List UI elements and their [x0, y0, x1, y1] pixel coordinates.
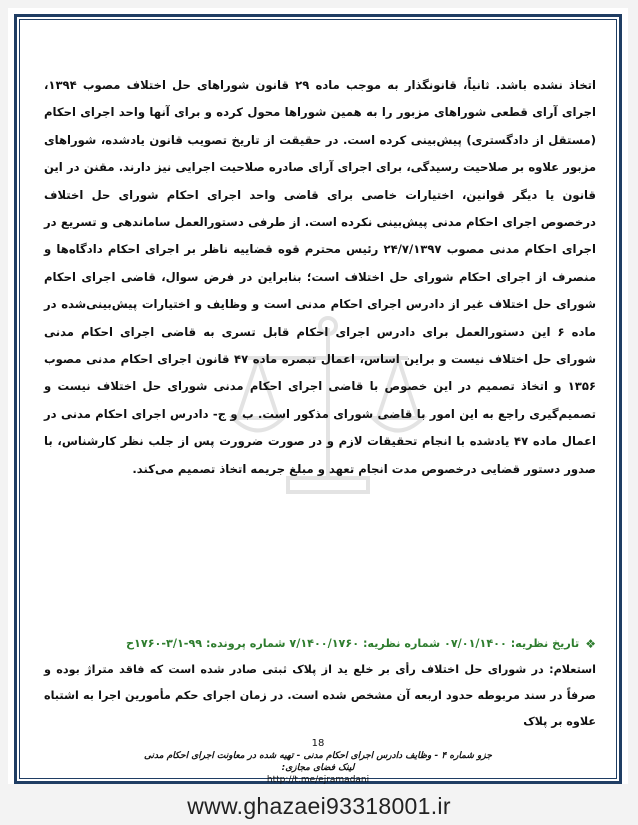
ruling-date-line [44, 631, 596, 657]
footer-link-line [8, 762, 628, 774]
question-label: استعلام: [549, 663, 596, 676]
question-text: در شورای حل اختلاف رأی بر خلع ید از پلاک ثبتی صادر شده است که فاقد متراژ بوده و صرفاً در سند مربوطه حدود اربعه آن مشخص شده است. در زمان اجرای حکم مأمورین اجرا به اشتباه علاوه بر پلاک [44, 663, 596, 728]
page-footer [8, 738, 628, 786]
diamond-bullet-icon: ❖ [585, 637, 596, 651]
page-number: 18 [311, 738, 325, 749]
ruling-section [44, 631, 596, 735]
website-url[interactable]: www.ghazaei93318001.ir [187, 793, 451, 819]
body-paragraph-text: اتخاذ نشده باشد. ثانیاً، قانونگذار به موجب ماده ۲۹ قانون شوراهای حل اختلاف مصوب ۱۳۹۴، اجرای آرای قطعی شوراهای مزبور را به همین شوراها محول کرده و برای آنها واحد اجرای احکام (مستقل از دادگستری) پیش‌بینی کرده است. در حقیقت از تاریخ تصویب قانون یادشده، شوراهای مزبور علاوه بر صلاحیت رسیدگی، برای اجرای آرای صادره صلاحیت اجرایی نیز دارند. مقنن در این قانون یا دیگر قوانین، اختیارات خاصی برای قاضی واحد اجرای احکام شورای حل اختلاف درخصوص اجرای احکام مدنی پیش‌بینی نکرده است. از طرفی دستورالعمل ساماندهی و تسریع در اجرای احکام مدنی مصوب ۲۴/۷/۱۳۹۷ رئیس محترم قوه قضاییه ناظر بر اجرای احکام دادگاه‌ها و منصرف از اجرای احکام شورای حل اختلاف است؛ بنابراین در فرض سوال، قاضی اجرای احکام شورای حل اختلاف غیر از دادرس اجرای احکام مدنی است و وظایف و اختیارات پیش‌بینی‌شده در ماده ۶ این دستورالعمل برای دادرس اجرای احکام قابل تسری به قاضی اجرای احکام مدنی شورای حل اختلاف نیست و براین اساس، اعمال تبصره ماده ۴۷ قانون اجرای احکام مدنی مصوب ۱۳۵۶ و اتخاذ تصمیم در این خصوص با قاضی اجرای احکام مدنی شورای حل اختلاف نیست و تصمیم‌گیری راجع به این امور با قاضی شورای مذکور است. ب و ج- دادرس اجرای احکام مدنی در اعمال ماده ۴۷ یادشده با انجام تحقیقات لازم و در صورت ضرورت پس از جلب نظر کارشناس، با صدور دستور قضایی درخصوص مدت انجام تعهد و مبلغ جریمه اتخاذ تصمیم می‌کند. [44, 78, 597, 476]
footer-link-label: لینک فضای مجازی: [281, 763, 355, 773]
footer-link-url[interactable]: http://t.me/ejramadani [266, 775, 370, 785]
ruling-question [44, 657, 596, 735]
footer-series-line: جزو شماره ۴ - وظایف دادرس اجرای احکام مدنی - تهیه شده در معاونت اجرای احکام مدنی [144, 751, 492, 761]
document-page [8, 8, 628, 784]
ruling-date-text: تاریخ نظریه: ۰۷/۰۱/۱۴۰۰ شماره نظریه: ۷/۱۴۰۰/۱۷۶۰ شماره پرونده: ۹۹-۳/۱-۱۷۶۰ح [125, 637, 580, 650]
body-paragraph [44, 72, 596, 483]
